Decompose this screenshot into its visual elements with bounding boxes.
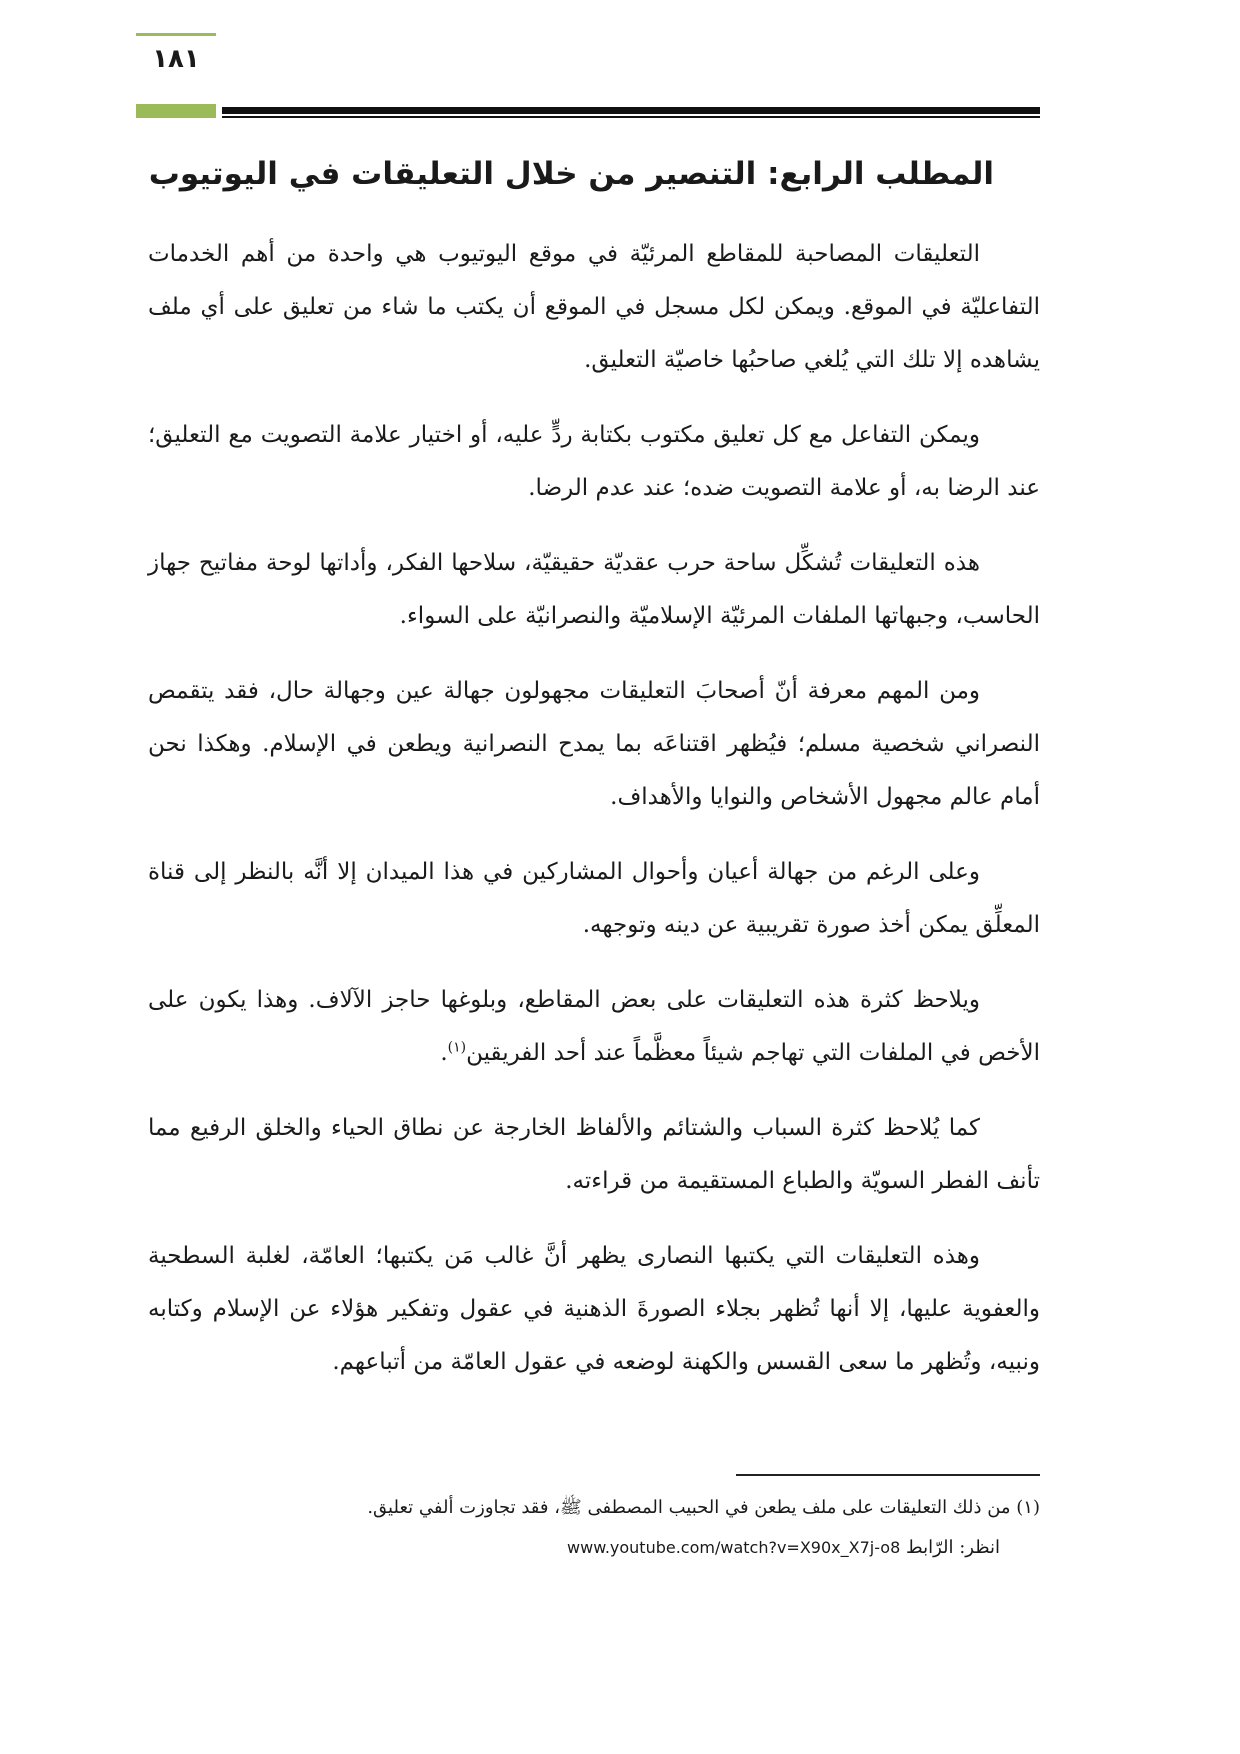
footnote-link-label: انظر: الرّابط (905, 1537, 1000, 1558)
footnote-reference (567, 1532, 1000, 1564)
paragraph: التعليقات المصاحبة للمقاطع المرئيّة في موقع اليوتيوب هي واحدة من أهم الخدمات التفاعليّة في الموقع. ويمكن لكل مسجل في الموقع أن يكتب ما شاء من تعليق على أي ملف يشاهده إلا تلك التي يُلغي صاحبُها خاصيّة التعليق. (148, 241, 1040, 373)
paragraph-end: . (440, 1040, 448, 1066)
footnote-marker[interactable]: (١) (447, 1039, 467, 1056)
section-heading: المطلب الرابع: التنصير من خلال التعليقات في اليوتيوب (148, 156, 994, 192)
paragraph: وهذه التعليقات التي يكتبها النصارى يظهر أنَّ غالب مَن يكتبها؛ العامّة، لغلبة السطحية والعفوية عليها، إلا أنها تُظهر بجلاء الصورةَ الذهنية في عقول وتفكير هؤلاء عن الإسلام وكتابه ونبيه، وتُظهر ما سعى القسس والكهنة لوضعه في عقول العامّة من أتباعهم. (148, 1243, 1040, 1375)
paragraph-text: ويلاحظ كثرة هذه التعليقات على بعض المقاطع، وبلوغها حاجز الآلاف. وهذا يكون على الأخص في الملفات التي تهاجم شيئاً معظَّماً عند أحد الفريقين (148, 987, 1040, 1066)
paragraph: ويمكن التفاعل مع كل تعليق مكتوب بكتابة ردٍّ عليه، أو اختيار علامة التصويت مع التعليق؛ عند الرضا به، أو علامة التصويت ضده؛ عند عدم الرضا. (148, 422, 1040, 501)
header-rule-thick (222, 107, 1040, 114)
paragraph: ومن المهم معرفة أنّ أصحابَ التعليقات مجهولون جهالة عين وجهالة حال، فقد يتقمص النصراني شخصية مسلم؛ فيُظهر اقتناعَه بما يمدح النصرانية ويطعن في الإسلام. وهكذا نحن أمام عالم مجهول الأشخاص والنوايا والأهداف. (148, 678, 1040, 810)
paragraph: وعلى الرغم من جهالة أعيان وأحوال المشاركين في هذا الميدان إلا أنَّه بالنظر إلى قناة المعلِّق يمكن أخذ صورة تقريبية عن دينه وتوجهه. (148, 859, 1040, 938)
body-text (148, 228, 1040, 1411)
header-rule-thin (222, 116, 1040, 118)
footnote-separator (736, 1474, 1040, 1476)
page-number: ١٨١ (152, 44, 200, 74)
paragraph-with-footnote (148, 974, 1040, 1080)
header-accent-bar (136, 33, 216, 36)
footnote-text: (١) من ذلك التعليقات على ملف يطعن في الحبيب المصطفى ﷺ، فقد تجاوزت ألفي تعليق. (367, 1497, 1040, 1518)
header-accent-block (136, 104, 216, 118)
paragraph: هذه التعليقات تُشكِّل ساحة حرب عقديّة حقيقيّة، سلاحها الفكر، وأداتها لوحة مفاتيح جهاز الحاسب، وجبهاتها الملفات المرئيّة الإسلاميّة والنصرانيّة على السواء. (148, 550, 1040, 629)
paragraph: كما يُلاحظ كثرة السباب والشتائم والألفاظ الخارجة عن نطاق الحياء والخلق الرفيع مما تأنف الفطر السويّة والطباع المستقيمة من قراءته. (148, 1115, 1040, 1194)
youtube-link[interactable]: www.youtube.com/watch?v=X90x_X7j-o8 (567, 1538, 901, 1557)
